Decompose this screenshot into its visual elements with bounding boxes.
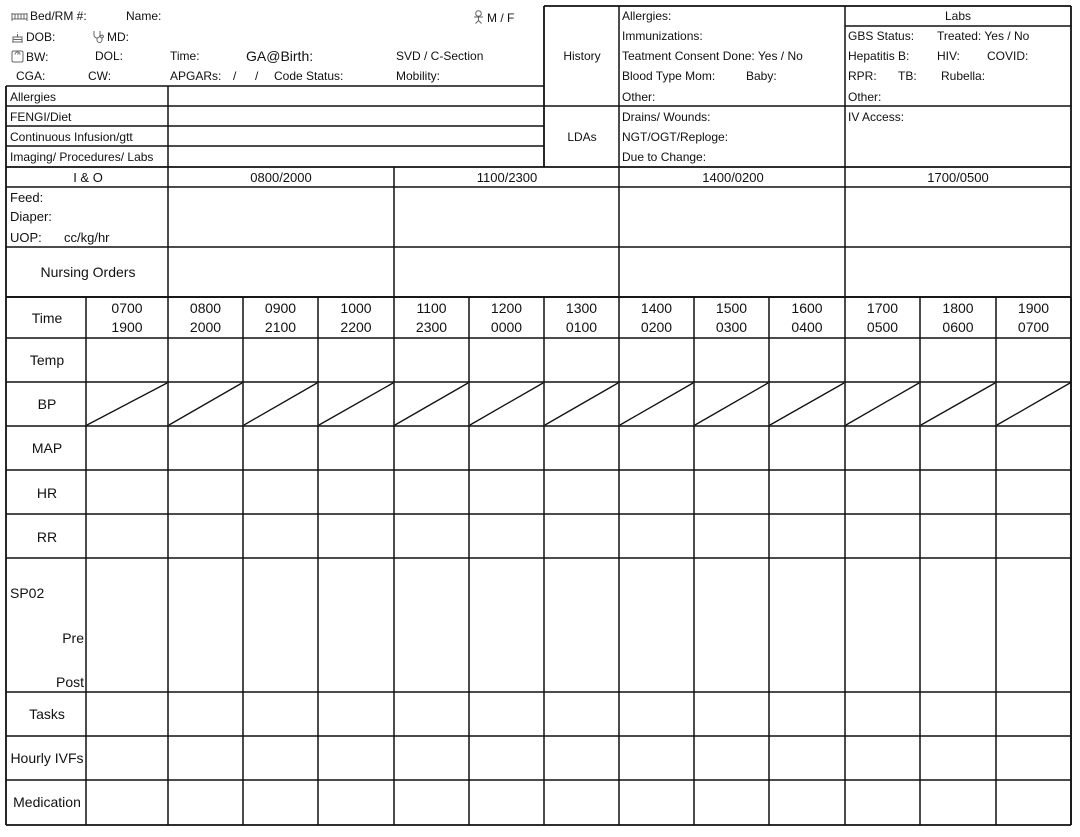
stethoscope-icon — [92, 30, 105, 43]
bp-diagonal-line — [244, 383, 317, 425]
bp-diagonal-line — [319, 383, 393, 425]
apgar-slash-2: / — [255, 69, 259, 83]
day-hour-label: 1800 — [942, 300, 974, 316]
continuous-infusion-row-label: Continuous Infusion/gtt — [10, 130, 133, 144]
io-period-1700-0500: 1700/0500 — [927, 170, 989, 185]
history-immunizations: Immunizations: — [622, 29, 703, 43]
io-label: I & O — [73, 170, 103, 185]
labs-gbs-status: GBS Status: — [848, 29, 915, 43]
bp-diagonal-line — [395, 383, 468, 425]
cw-label: CW: — [88, 69, 112, 83]
md-label: MD: — [92, 30, 129, 43]
day-hour-label: 1500 — [715, 300, 748, 316]
bp-diagonal-line — [87, 383, 167, 425]
night-hour-label: 2000 — [189, 319, 222, 335]
history-label: History — [563, 49, 601, 63]
ga-birth-label: GA@Birth: — [246, 48, 314, 64]
night-hour-label: 1900 — [111, 319, 143, 335]
day-hour-label: 1200 — [490, 300, 523, 316]
name-label: Name: — [126, 9, 162, 23]
night-hour-label: 0700 — [1017, 319, 1050, 335]
bp-diagonal-line — [695, 383, 768, 425]
history-blood-type-mom: Blood Type Mom: — [622, 69, 716, 83]
labs-covid: COVID: — [987, 49, 1029, 63]
cga-label: CGA: — [16, 69, 46, 83]
ldas-due-to-change: Due to Change: — [622, 150, 707, 164]
night-hour-label: 0500 — [866, 319, 899, 335]
crib-icon — [11, 11, 28, 22]
uop-unit-label: cc/kg/hr — [64, 230, 110, 245]
night-hour-label: 2200 — [340, 319, 372, 335]
medication-row-label: Medication — [13, 794, 81, 810]
labs-hepatitis-b: Hepatitis B: — [848, 49, 910, 63]
spo2-post-label: Post — [55, 674, 84, 690]
time-column-label: Time — [31, 310, 63, 326]
labs-title: Labs — [944, 9, 972, 23]
day-hour-label: 1700 — [866, 300, 899, 316]
bp-diagonal-line — [997, 383, 1070, 425]
map-row-label: MAP — [31, 440, 63, 456]
bp-diagonal-line — [770, 383, 844, 425]
bp-row-label: BP — [37, 396, 57, 412]
cake-icon — [11, 30, 24, 43]
bp-diagonal-line — [169, 383, 242, 425]
code-status-label: Code Status: — [274, 69, 344, 83]
io-period-1400-0200: 1400/0200 — [702, 170, 764, 185]
bp-diagonal-line — [846, 383, 919, 425]
history-allergies: Allergies: — [622, 9, 672, 23]
nursing-orders-label: Nursing Orders — [40, 264, 136, 280]
day-hour-label: 1300 — [565, 300, 598, 316]
ldas-ngt-ogt: NGT/OGT/Reploge: — [622, 130, 729, 144]
history-other: Other: — [622, 90, 656, 104]
feed-label: Feed: — [10, 190, 44, 205]
tasks-row-label: Tasks — [29, 706, 65, 722]
hr-row-label: HR — [36, 485, 58, 501]
labs-treated: Treated: Yes / No — [937, 29, 1030, 43]
bw-label: BW: — [11, 50, 48, 63]
bp-diagonal-line — [620, 383, 693, 425]
scale-icon — [11, 50, 24, 63]
dol-label: DOL: — [95, 49, 124, 63]
night-hour-label: 0100 — [565, 319, 598, 335]
day-hour-label: 1900 — [1017, 300, 1050, 316]
allergies-row-label: Allergies — [10, 90, 57, 104]
iv-access-label: IV Access: — [848, 110, 905, 124]
night-hour-label: 0600 — [942, 319, 974, 335]
day-hour-label: 1600 — [791, 300, 823, 316]
spo2-row-label: SP02 — [10, 585, 45, 601]
hourly-ivfs-row-label: Hourly IVFs — [10, 750, 84, 766]
mobility-label: Mobility: — [396, 69, 441, 83]
labs-rubella: Rubella: — [941, 69, 986, 83]
night-hour-label: 2300 — [415, 319, 448, 335]
apgars-label: APGARs: — [170, 69, 222, 83]
night-hour-label: 0000 — [490, 319, 523, 335]
sex-label: M / F — [472, 10, 514, 24]
labs-hiv: HIV: — [937, 49, 960, 63]
io-period-0800-2000: 0800/2000 — [250, 170, 312, 185]
night-hour-label: 0300 — [715, 319, 748, 335]
diaper-label: Diaper: — [10, 209, 52, 224]
bed-rm-label: Bed/RM #: — [11, 10, 87, 22]
fengi-diet-row-label: FENGI/Diet — [10, 110, 72, 124]
ldas-drains-wounds: Drains/ Wounds: — [622, 110, 711, 124]
day-hour-label: 0900 — [264, 300, 297, 316]
io-period-1100-2300: 1100/2300 — [476, 170, 538, 185]
dob-label: DOB: — [11, 30, 55, 43]
day-hour-label: 0800 — [189, 300, 222, 316]
night-hour-label: 0200 — [640, 319, 673, 335]
night-hour-label: 2100 — [264, 319, 297, 335]
day-hour-label: 0700 — [111, 300, 143, 316]
imaging-procedures-labs-row-label: Imaging/ Procedures/ Labs — [10, 150, 154, 164]
spo2-pre-label: Pre — [62, 630, 84, 646]
ldas-label: LDAs — [567, 130, 597, 144]
day-hour-label: 1100 — [416, 300, 447, 316]
labs-other: Other: — [848, 90, 882, 104]
labs-rpr: RPR: — [848, 69, 877, 83]
delivery-type-label: SVD / C-Section — [396, 49, 484, 63]
apgar-slash-1: / — [233, 69, 237, 83]
bp-diagonal-line — [921, 383, 995, 425]
history-blood-type-baby: Baby: — [746, 69, 777, 83]
bp-diagonal-line — [470, 383, 543, 425]
day-hour-label: 1400 — [640, 300, 673, 316]
baby-icon — [472, 10, 485, 24]
bp-diagonal-line — [545, 383, 618, 425]
temp-row-label: Temp — [29, 352, 65, 368]
uop-label: UOP: — [10, 230, 42, 245]
labs-tb: TB: — [898, 69, 917, 83]
time-label: Time: — [170, 49, 200, 63]
day-hour-label: 1000 — [340, 300, 372, 316]
rr-row-label: RR — [36, 529, 58, 545]
history-treatment-consent: Teatment Consent Done: Yes / No — [622, 49, 803, 63]
night-hour-label: 0400 — [791, 319, 823, 335]
